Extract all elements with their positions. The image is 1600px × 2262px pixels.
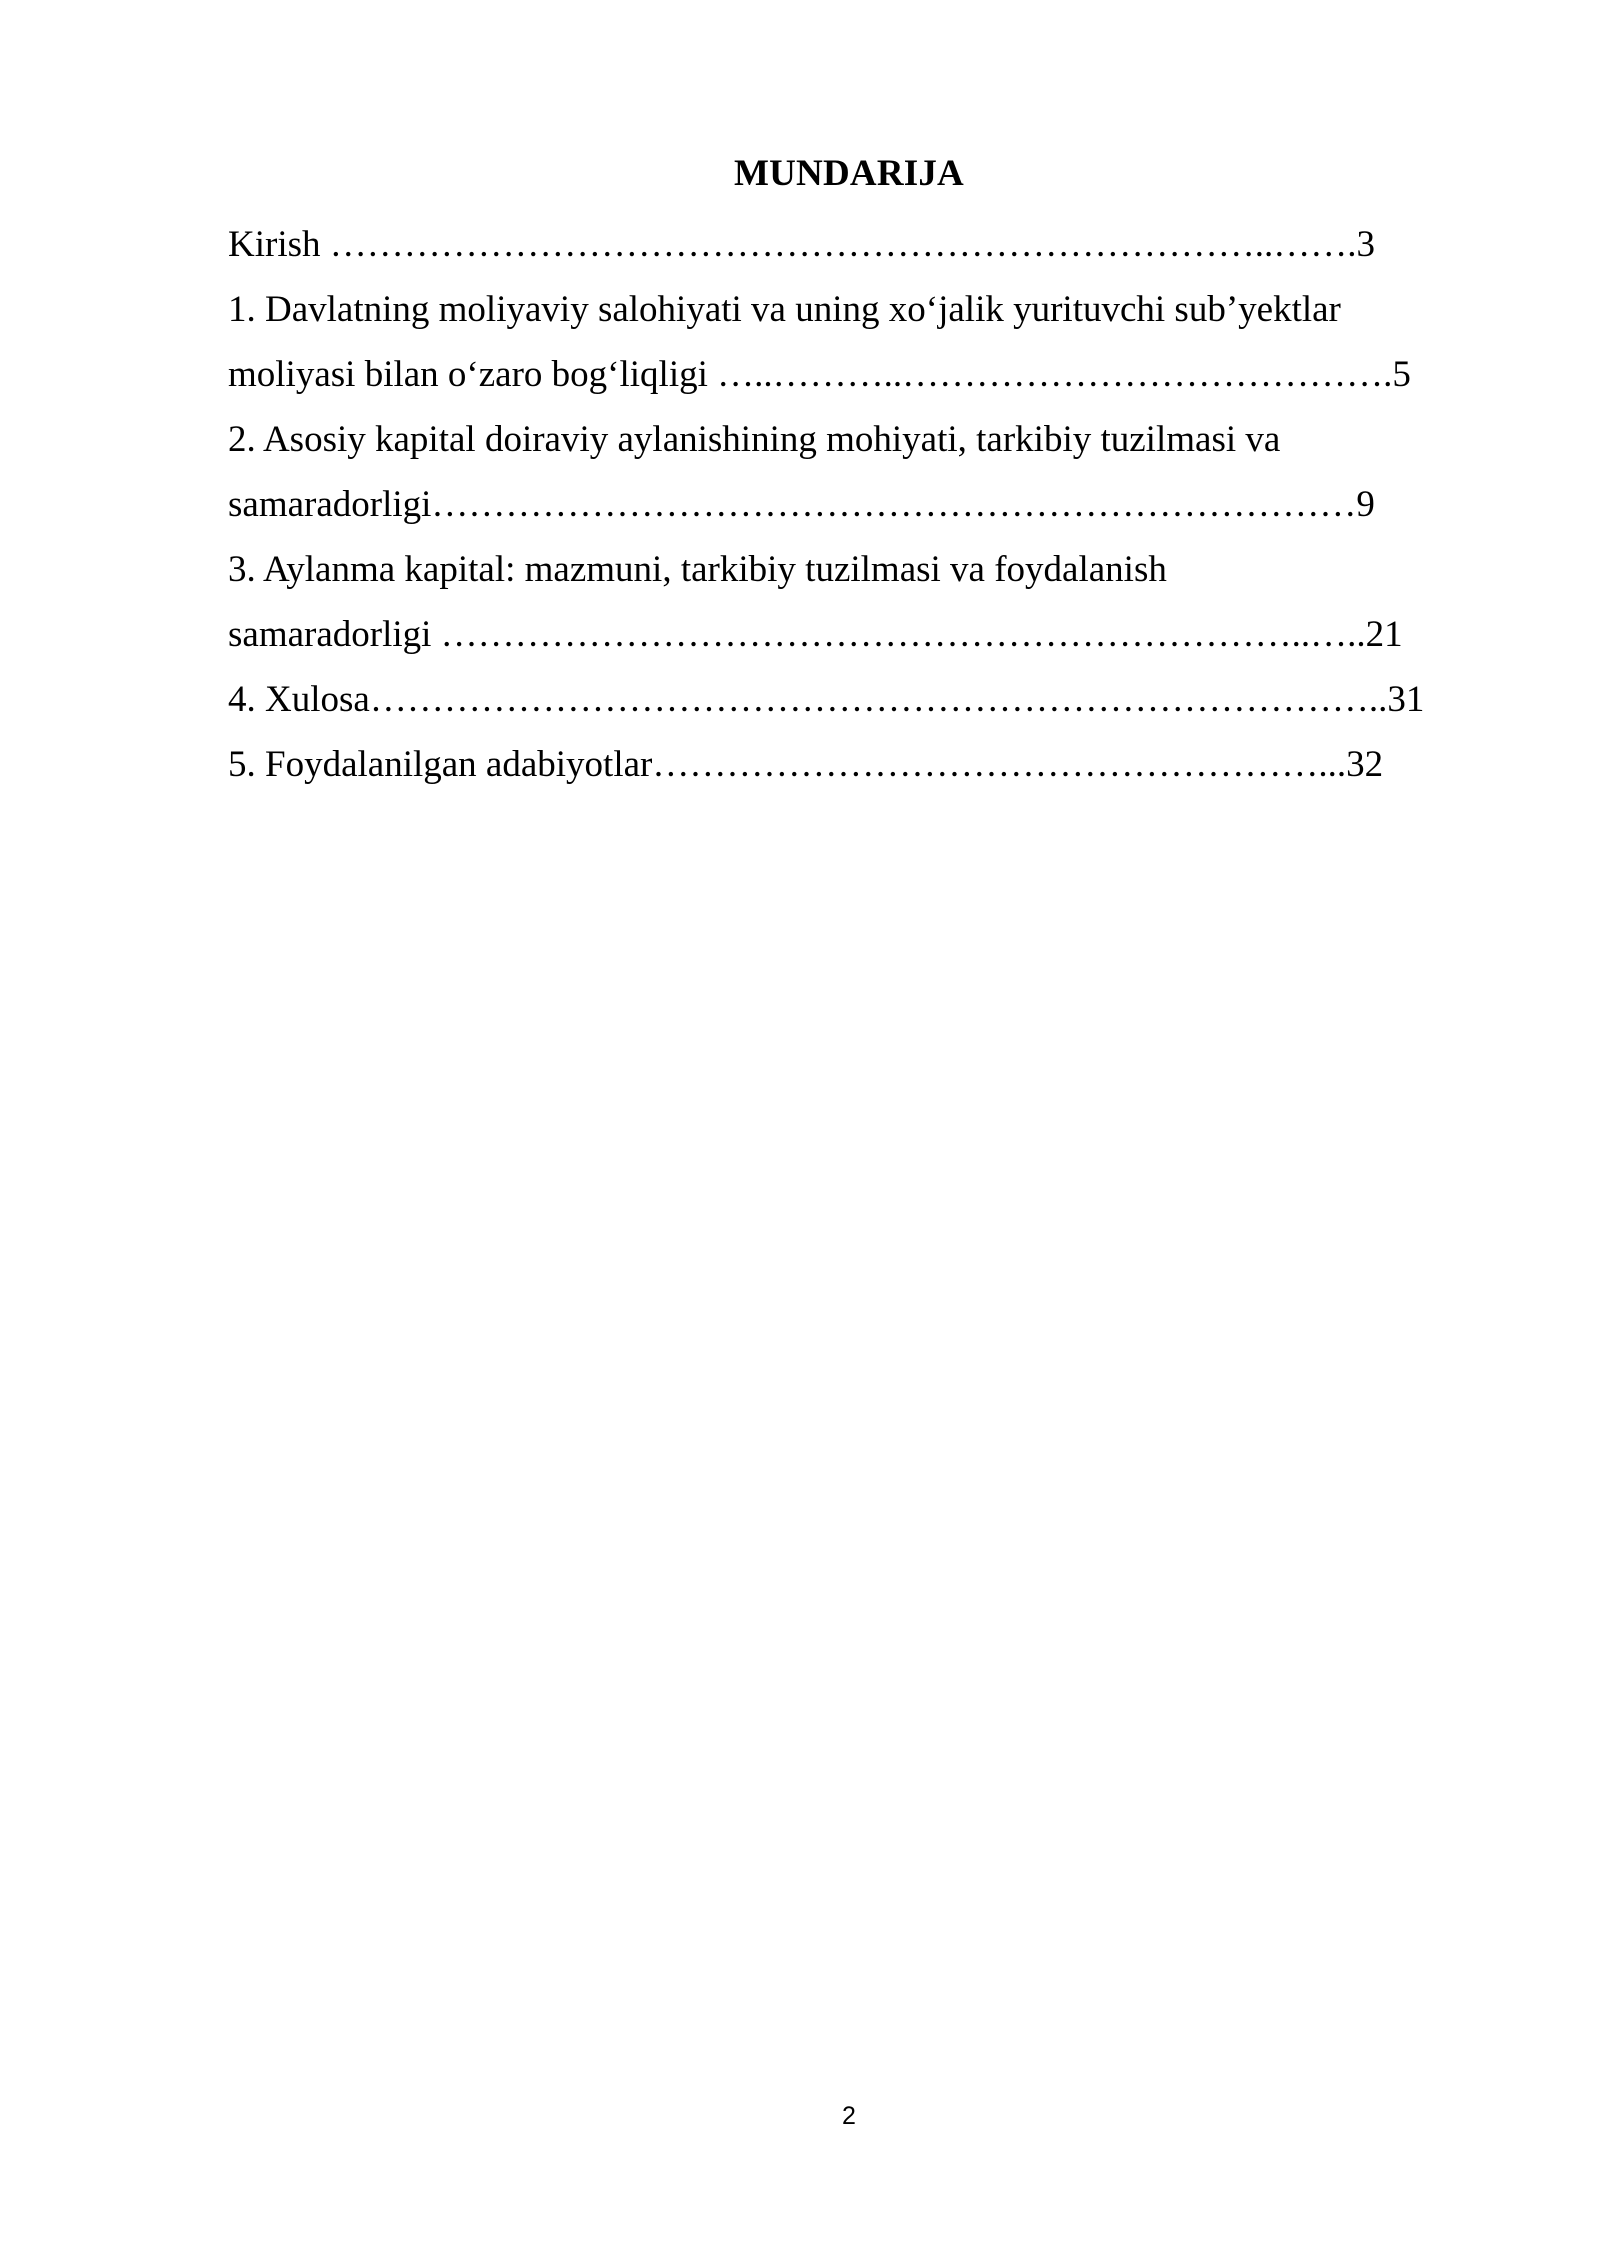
page-number: 2 <box>842 2102 856 2130</box>
table-of-contents <box>228 212 1458 797</box>
toc-line-section-3-title: 3. Aylanma kapital: mazmuni, tarkibiy tuzilmasi va foydalanish <box>228 549 1167 590</box>
toc-line-section-1-continuation: moliyasi bilan o‘zaro bog‘liqligi …..………..………………………………….5 <box>228 354 1411 395</box>
page-title: MUNDARIJA <box>734 153 964 194</box>
toc-line-references: 5. Foydalanilgan adabiyotlar………………………………………………...32 <box>228 744 1384 785</box>
toc-line-introduction: Kirish …………………………………………………………………..…….3 <box>228 224 1375 265</box>
toc-line-section-1-title: 1. Davlatning moliyaviy salohiyati va uning xo‘jalik yurituvchi sub’yektlar <box>228 289 1341 330</box>
toc-line-section-3-continuation: samaradorligi ……………………………………………………………..…..21 <box>228 614 1403 655</box>
toc-line-section-2-continuation: samaradorligi…………………………………………………………………9 <box>228 484 1375 525</box>
toc-line-conclusion: 4. Xulosa………………………………………………………………………..31 <box>228 679 1425 720</box>
toc-line-section-2-title: 2. Asosiy kapital doiraviy aylanishining mohiyati, tarkibiy tuzilmasi va <box>228 419 1281 460</box>
